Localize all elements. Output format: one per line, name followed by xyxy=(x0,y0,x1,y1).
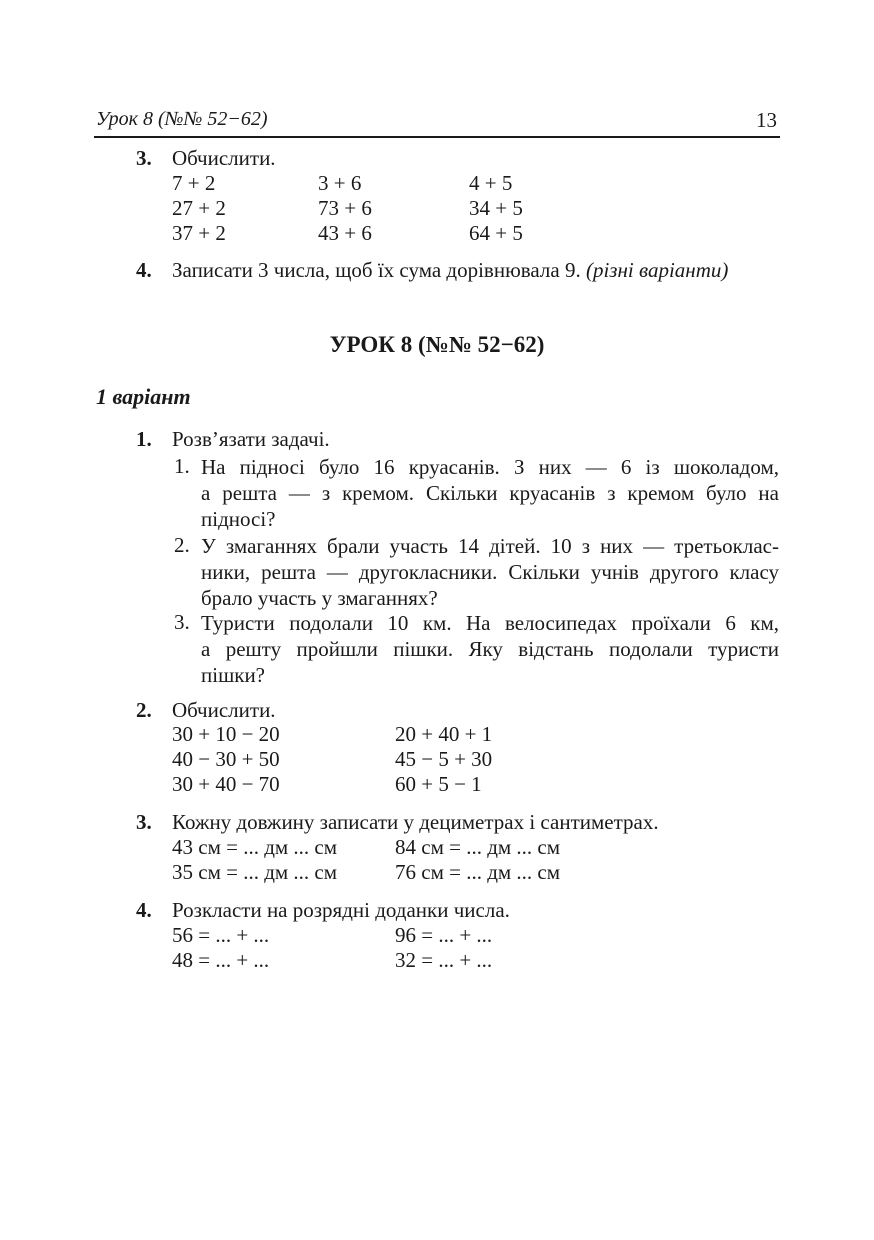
task-note: (різні варіанти) xyxy=(585,258,729,282)
math-expression: 60 + 5 − 1 xyxy=(395,772,482,796)
math-expression: 4 + 5 xyxy=(469,171,513,195)
math-expression: 30 + 40 − 70 xyxy=(172,772,280,796)
task-number: 3. xyxy=(136,810,152,834)
conversion-expression: 43 см = ... дм ... см xyxy=(172,835,338,859)
math-expression: 37 + 2 xyxy=(172,221,226,245)
math-expression: 64 + 5 xyxy=(469,221,523,245)
task-title: Розв’язати задачі. xyxy=(172,427,330,451)
conversion-expression: 35 см = ... дм ... см xyxy=(172,860,338,884)
problem-line: а решту пройшли пішки. Яку відстань подолали туристи xyxy=(201,637,779,661)
variant-heading: 1 варіант xyxy=(96,384,191,409)
conversion-expression: 84 см = ... дм ... см xyxy=(395,835,561,859)
task-title: Кожну довжину записати у дециметрах і сантиметрах. xyxy=(172,810,659,834)
problem-text xyxy=(201,454,779,532)
problem-line: а решта — з кремом. Скільки круасанів з кремом було на xyxy=(201,481,779,505)
math-expression: 3 + 6 xyxy=(318,171,362,195)
problem-line: брало участь у змаганнях? xyxy=(201,586,438,610)
problem-number: 3. xyxy=(174,610,190,634)
problem-line: підносі? xyxy=(201,507,276,531)
task-title: Обчислити. xyxy=(172,146,276,170)
decomposition-expression: 48 = ... + ... xyxy=(172,948,270,972)
problem-line: ники, решта — другокласники. Скільки учнів другого класу xyxy=(201,560,779,584)
problem-line: У змаганнях брали участь 14 дітей. 10 з них — третьоклас- xyxy=(201,534,779,558)
conversion-expression: 76 см = ... дм ... см xyxy=(395,860,561,884)
problem-line: На підносі було 16 круасанів. З них — 6 із шоколадом, xyxy=(201,455,779,479)
problem-number: 1. xyxy=(174,454,190,478)
math-expression: 45 − 5 + 30 xyxy=(395,747,493,771)
task-text-body: Записати 3 числа, щоб їх сума дорівнювала 9. xyxy=(172,258,581,282)
lesson-title: УРОК 8 (№№ 52−62) xyxy=(329,332,545,357)
problem-text xyxy=(201,610,779,688)
problem-text xyxy=(201,533,779,611)
decomposition-expression: 32 = ... + ... xyxy=(395,948,493,972)
page-number: 13 xyxy=(756,108,777,132)
math-expression: 40 − 30 + 50 xyxy=(172,747,280,771)
math-expression: 27 + 2 xyxy=(172,196,226,220)
math-expression: 73 + 6 xyxy=(318,196,372,220)
task-number: 4. xyxy=(136,258,152,282)
task-text xyxy=(172,258,728,283)
decomposition-expression: 96 = ... + ... xyxy=(395,923,493,947)
task-number: 2. xyxy=(136,698,152,722)
running-header-title: Урок 8 (№№ 52−62) xyxy=(96,108,268,130)
math-expression: 7 + 2 xyxy=(172,171,216,195)
task-number: 4. xyxy=(136,898,152,922)
problem-line: пішки? xyxy=(201,663,266,687)
math-expression: 34 + 5 xyxy=(469,196,523,220)
math-expression: 20 + 40 + 1 xyxy=(395,722,493,746)
problem-line: Туристи подолали 10 км. На велосипедах проїхали 6 км, xyxy=(201,611,779,635)
math-expression: 30 + 10 − 20 xyxy=(172,722,280,746)
header-rule xyxy=(94,136,780,138)
math-expression: 43 + 6 xyxy=(318,221,372,245)
task-title: Обчислити. xyxy=(172,698,276,722)
task-title: Розкласти на розрядні доданки числа. xyxy=(172,898,510,922)
decomposition-expression: 56 = ... + ... xyxy=(172,923,270,947)
problem-number: 2. xyxy=(174,533,190,557)
task-number: 1. xyxy=(136,427,152,451)
task-number: 3. xyxy=(136,146,152,170)
